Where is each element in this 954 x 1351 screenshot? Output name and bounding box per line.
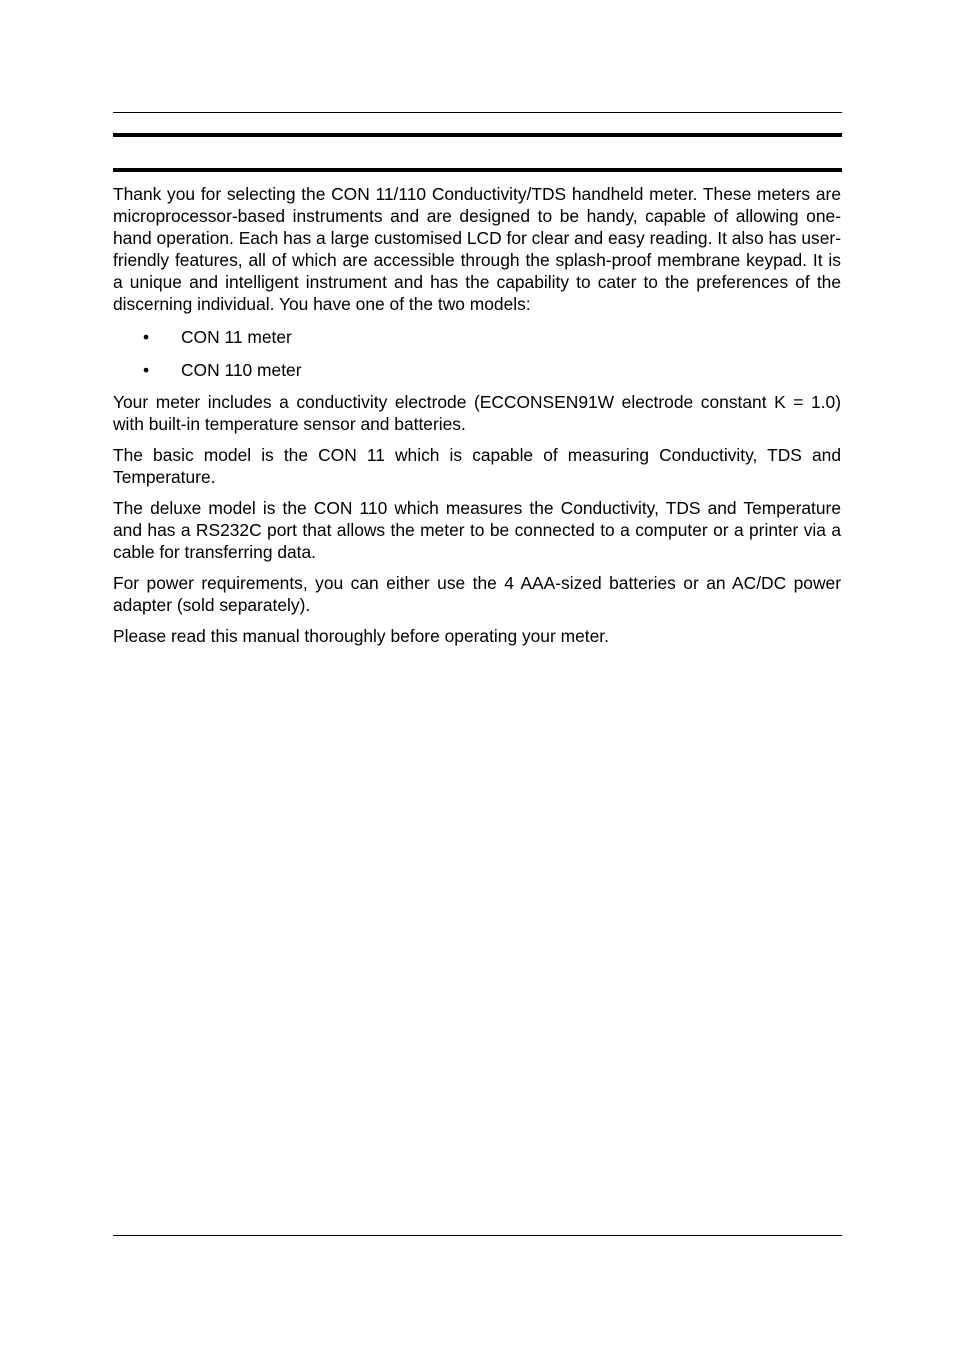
deluxe-model-paragraph: The deluxe model is the CON 110 which measures the Conductivity, TDS and Temperature and has a RS232C port that allows the meter to be connected to a computer or a printer via a cable for transferring data. <box>113 498 841 562</box>
bullet-icon: • <box>143 360 150 380</box>
model-list <box>113 326 841 381</box>
list-item <box>113 359 841 381</box>
electrode-paragraph: Your meter includes a conductivity electrode (ECCONSEN91W electrode constant K = 1.0) with built-in temperature sensor and batteries. <box>113 392 841 434</box>
list-item-text: CON 11 meter <box>181 327 292 347</box>
bullet-icon: • <box>143 327 150 347</box>
page-body <box>113 183 841 656</box>
list-item-text: CON 110 meter <box>181 360 302 380</box>
intro-paragraph: Thank you for selecting the CON 11/110 Conductivity/TDS handheld meter. These meters are microprocessor-based instruments and are designed to be handy, capable of allowing one-hand operation. Each has a large customised LCD for clear and easy reading. It also has user-friendly features, all of which are accessible through the splash-proof membrane keypad. It is a unique and intelligent instrument and has the capability to cater to the preferences of the discerning individual. You have one of the two models: <box>113 184 841 314</box>
read-manual-paragraph: Please read this manual thoroughly before operating your meter. <box>113 626 609 646</box>
footer-rule <box>113 1235 842 1236</box>
power-paragraph: For power requirements, you can either use the 4 AAA-sized batteries or an AC/DC power adapter (sold separately). <box>113 573 841 615</box>
list-item <box>113 326 841 348</box>
basic-model-paragraph: The basic model is the CON 11 which is capable of measuring Conductivity, TDS and Temperature. <box>113 445 841 487</box>
section-heading-band <box>113 137 842 168</box>
heading-rule-bottom <box>113 168 842 172</box>
header-rule <box>113 112 842 113</box>
